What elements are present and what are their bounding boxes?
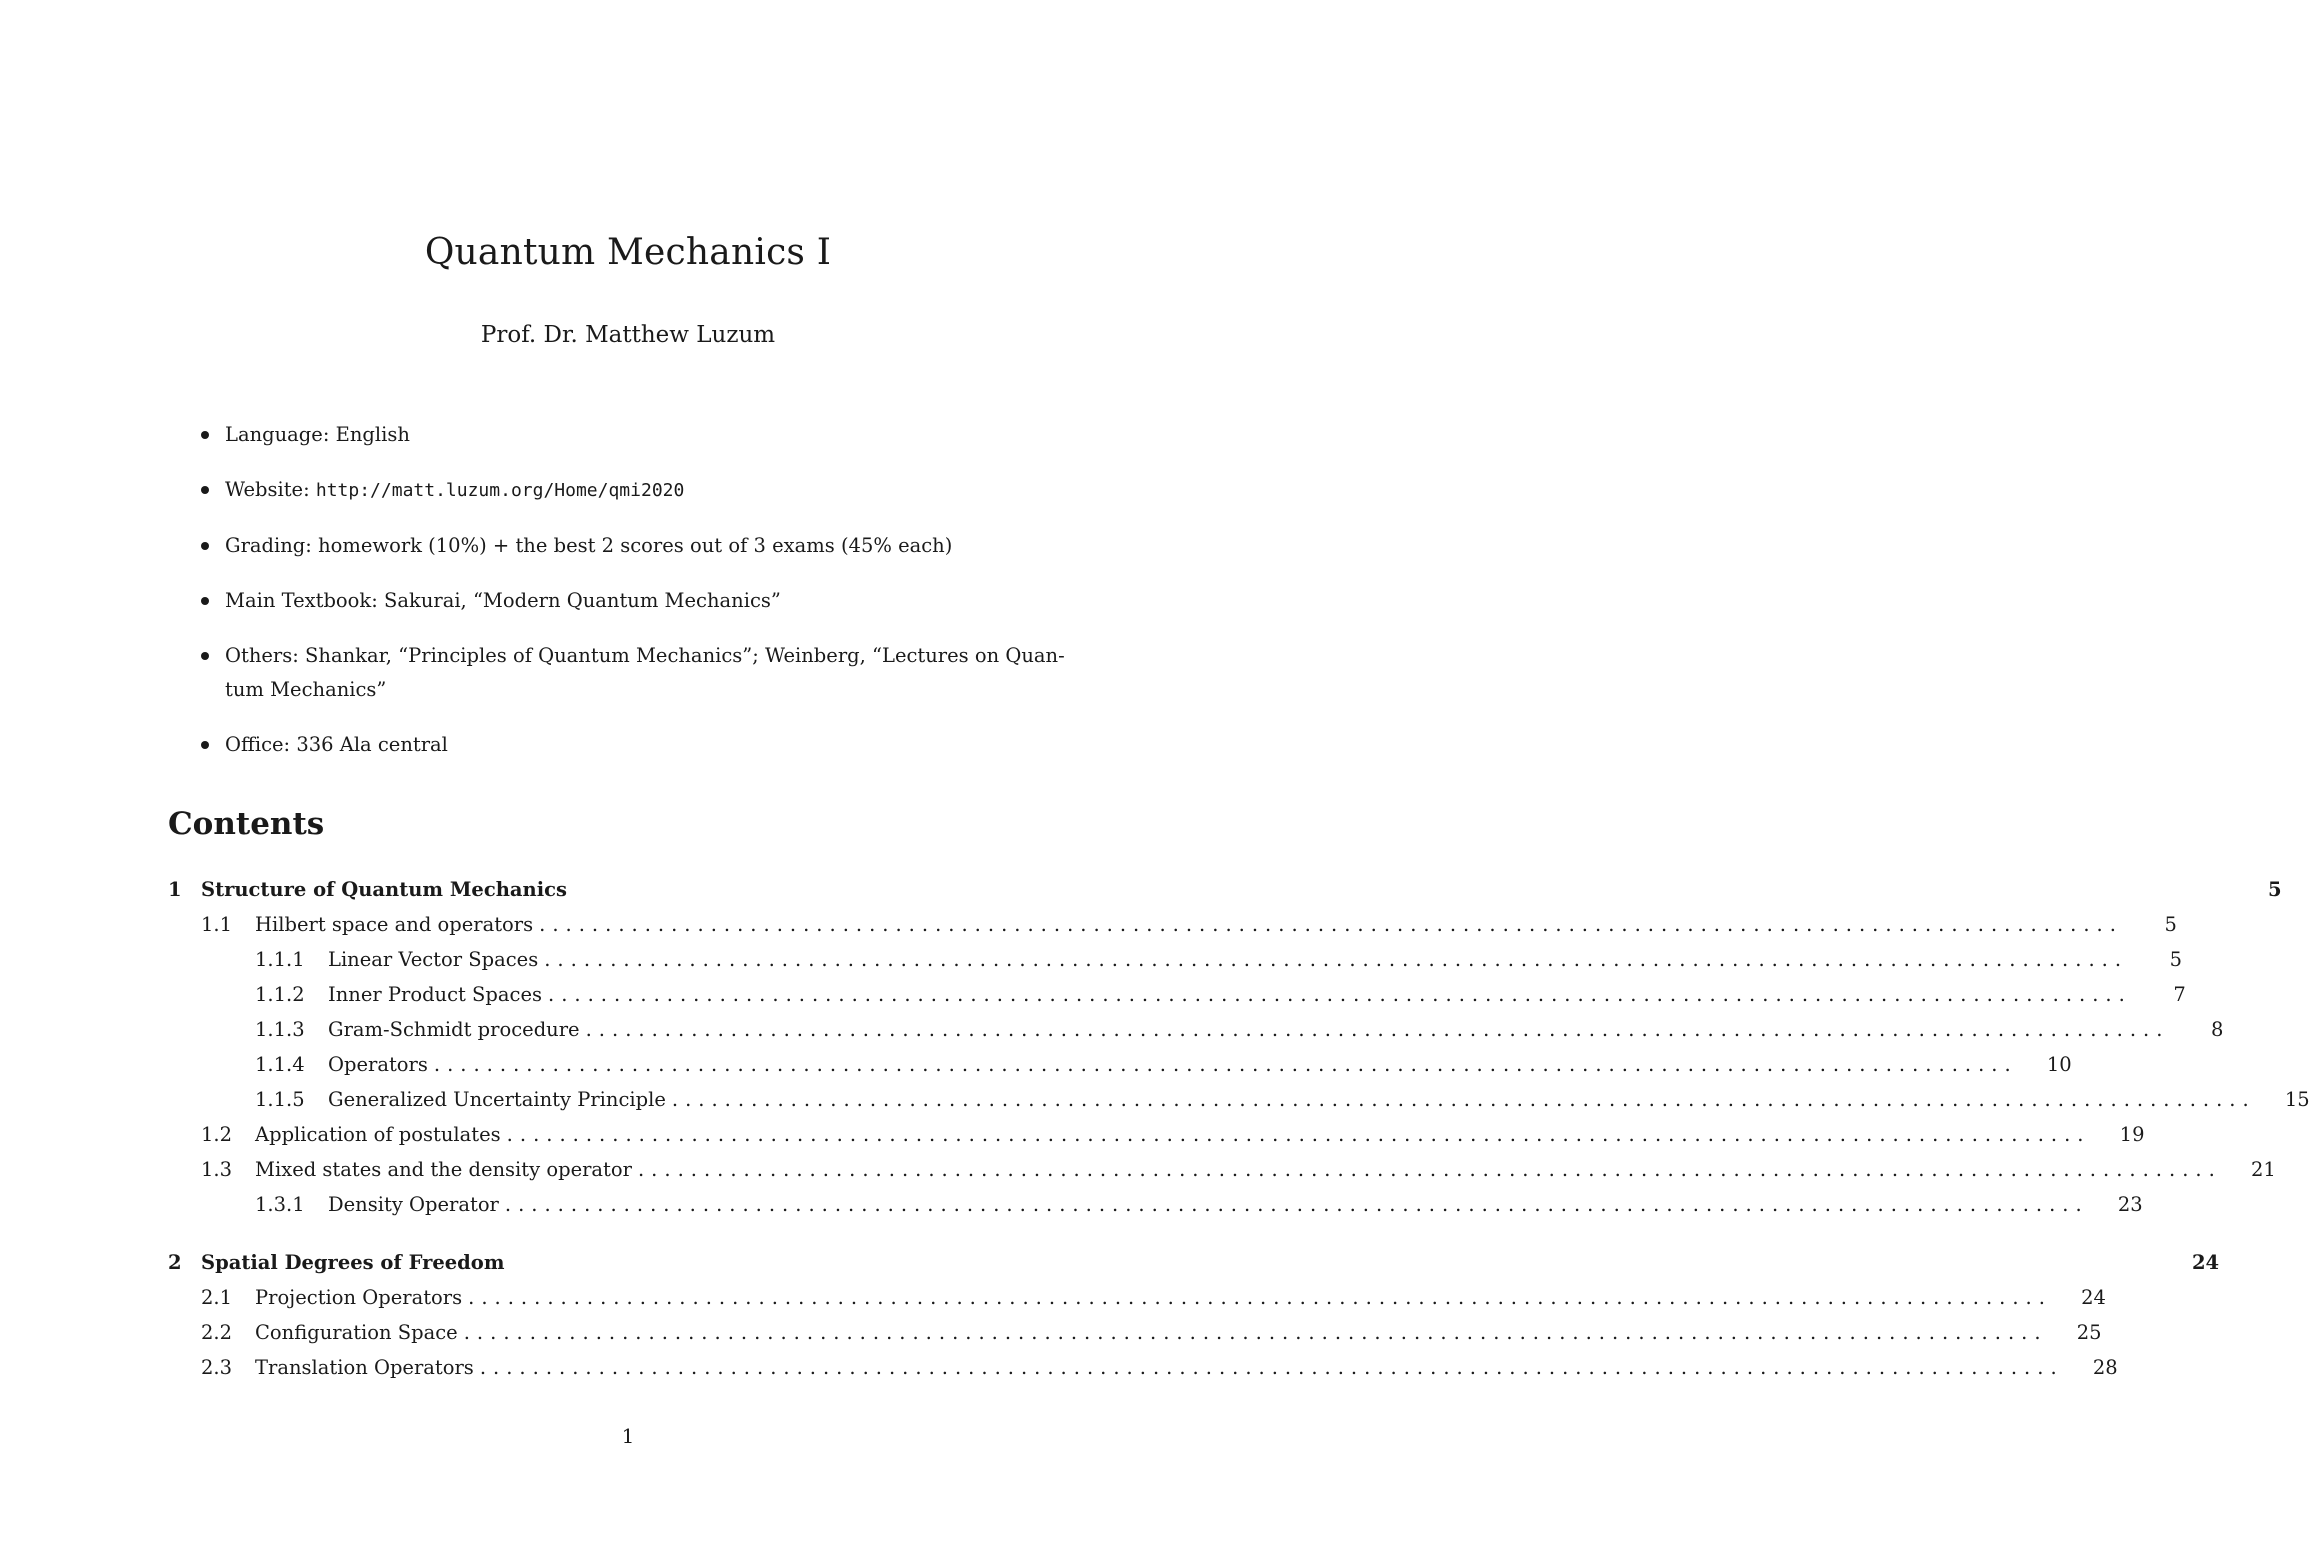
toc-entry-subsection[interactable] xyxy=(168,1012,2224,1047)
bullet-icon xyxy=(201,486,209,494)
toc-page: 7 xyxy=(2173,983,2186,1006)
bullet-icon xyxy=(201,597,209,605)
website-link[interactable]: http://matt.luzum.org/Home/qmi2020 xyxy=(315,480,685,501)
toc-title: Gram-Schmidt procedure xyxy=(328,1012,586,1047)
toc-page: 24 xyxy=(2081,1286,2106,1309)
toc-number: 1.3 xyxy=(201,1158,233,1181)
toc-dot-leader: ........................................................................................................................ xyxy=(504,1193,2089,1216)
toc-number: 1.1.1 xyxy=(255,948,305,971)
info-value: Shankar, “Principles of Quantum Mechanics”; Weinberg, “Lectures on Quan- xyxy=(305,644,1065,667)
toc-title: Hilbert space and operators xyxy=(255,907,539,942)
info-label: Website: xyxy=(225,478,310,501)
toc-title: Application of postulates xyxy=(255,1117,507,1152)
toc-dot-leader: ........................................................................................................................ xyxy=(544,948,2129,971)
toc-entry-subsection[interactable] xyxy=(168,977,2186,1012)
toc-dot-leader: ........................................................................................................................ xyxy=(539,913,2123,936)
toc-number: 1.1 xyxy=(201,913,233,936)
info-other-textbooks xyxy=(200,639,1088,707)
bullet-icon xyxy=(201,741,209,749)
table-of-contents xyxy=(168,872,2310,1385)
page-number: 1 xyxy=(621,1424,635,1448)
toc-entry-chapter[interactable] xyxy=(168,1245,2220,1280)
toc-entry-section[interactable] xyxy=(168,907,2177,942)
toc-dot-leader: ........................................................................................................................ xyxy=(671,1088,2256,1111)
toc-title: Operators xyxy=(328,1047,434,1082)
toc-entry-section[interactable] xyxy=(168,1152,2276,1187)
toc-number: 1 xyxy=(168,878,182,901)
toc-page: 5 xyxy=(2164,913,2177,936)
toc-dot-leader: ........................................................................................................................ xyxy=(433,1053,2018,1076)
info-value-continued: tum Mechanics” xyxy=(225,678,387,701)
toc-page: 8 xyxy=(2211,1018,2224,1041)
info-value: homework (10%) + the best 2 scores out of 3 exams (45% each) xyxy=(318,534,953,557)
toc-page: 15 xyxy=(2284,1088,2310,1111)
toc-page: 5 xyxy=(2169,948,2183,971)
author-line: Prof. Dr. Matthew Luzum xyxy=(480,322,776,348)
info-grading xyxy=(200,529,1088,563)
toc-number: 1.1.4 xyxy=(255,1053,305,1076)
toc-entry-section[interactable] xyxy=(168,1280,2106,1315)
toc-title: Linear Vector Spaces xyxy=(328,942,544,977)
toc-page: 21 xyxy=(2250,1158,2276,1181)
toc-title: Inner Product Spaces xyxy=(328,977,548,1012)
toc-entry-subsection[interactable] xyxy=(168,1047,2072,1082)
document-title: Quantum Mechanics I xyxy=(424,232,832,273)
toc-dot-leader: ........................................................................................................................ xyxy=(506,1123,2091,1146)
toc-dot-leader: ........................................................................................................................ xyxy=(463,1321,2048,1344)
toc-entry-subsection[interactable] xyxy=(168,1187,2143,1222)
info-language xyxy=(200,418,1088,452)
toc-page: 28 xyxy=(2092,1356,2118,1379)
toc-dot-leader: ........................................................................................................................ xyxy=(585,1018,2170,1041)
toc-entry-section[interactable] xyxy=(168,1117,2145,1152)
toc-number: 2.1 xyxy=(201,1286,233,1309)
toc-title: Spatial Degrees of Freedom xyxy=(201,1245,510,1280)
info-website xyxy=(200,473,1088,508)
toc-page: 24 xyxy=(2191,1251,2220,1274)
toc-title: Generalized Uncertainty Principle xyxy=(328,1082,672,1117)
toc-number: 2.3 xyxy=(201,1356,233,1379)
bullet-icon xyxy=(201,652,209,660)
bullet-icon xyxy=(201,431,209,439)
info-label: Others: xyxy=(225,644,299,667)
toc-title: Configuration Space xyxy=(255,1315,464,1350)
toc-dot-leader: ........................................................................................................................ xyxy=(548,983,2132,1006)
info-value: Sakurai, “Modern Quantum Mechanics” xyxy=(384,589,781,612)
toc-number: 1.1.2 xyxy=(255,983,305,1006)
toc-number: 1.3.1 xyxy=(255,1193,305,1216)
info-value: English xyxy=(335,423,410,446)
info-label: Grading: xyxy=(225,534,312,557)
info-office xyxy=(200,728,1088,762)
toc-title: Translation Operators xyxy=(255,1350,480,1385)
toc-entry-subsection[interactable] xyxy=(168,942,2183,977)
toc-page: 10 xyxy=(2046,1053,2072,1076)
info-value: 336 Ala central xyxy=(296,733,448,756)
toc-title: Projection Operators xyxy=(255,1280,468,1315)
toc-entry-section[interactable] xyxy=(168,1350,2118,1385)
info-main-textbook xyxy=(200,584,1088,618)
course-info-list xyxy=(200,418,1088,783)
toc-number: 2 xyxy=(168,1251,182,1274)
toc-page: 5 xyxy=(2268,878,2282,901)
toc-dot-leader: ........................................................................................................................ xyxy=(637,1158,2222,1181)
toc-title: Density Operator xyxy=(328,1187,505,1222)
toc-number: 2.2 xyxy=(201,1321,233,1344)
contents-heading: Contents xyxy=(168,806,325,842)
toc-number: 1.2 xyxy=(201,1123,233,1146)
toc-number: 1.1.3 xyxy=(255,1018,305,1041)
toc-entry-section[interactable] xyxy=(168,1315,2102,1350)
toc-number: 1.1.5 xyxy=(255,1088,305,1111)
info-label: Office: xyxy=(225,733,291,756)
toc-title: Structure of Quantum Mechanics xyxy=(201,872,573,907)
toc-page: 25 xyxy=(2076,1321,2102,1344)
toc-entry-chapter[interactable] xyxy=(168,872,2282,907)
toc-page: 23 xyxy=(2117,1193,2143,1216)
info-label: Language: xyxy=(225,423,330,446)
toc-title: Mixed states and the density operator xyxy=(255,1152,638,1187)
toc-dot-leader: ........................................................................................................................ xyxy=(479,1356,2064,1379)
toc-page: 19 xyxy=(2119,1123,2145,1146)
bullet-icon xyxy=(201,542,209,550)
toc-dot-leader: ........................................................................................................................ xyxy=(468,1286,2052,1309)
info-label: Main Textbook: xyxy=(225,589,378,612)
toc-entry-subsection[interactable] xyxy=(168,1082,2310,1117)
